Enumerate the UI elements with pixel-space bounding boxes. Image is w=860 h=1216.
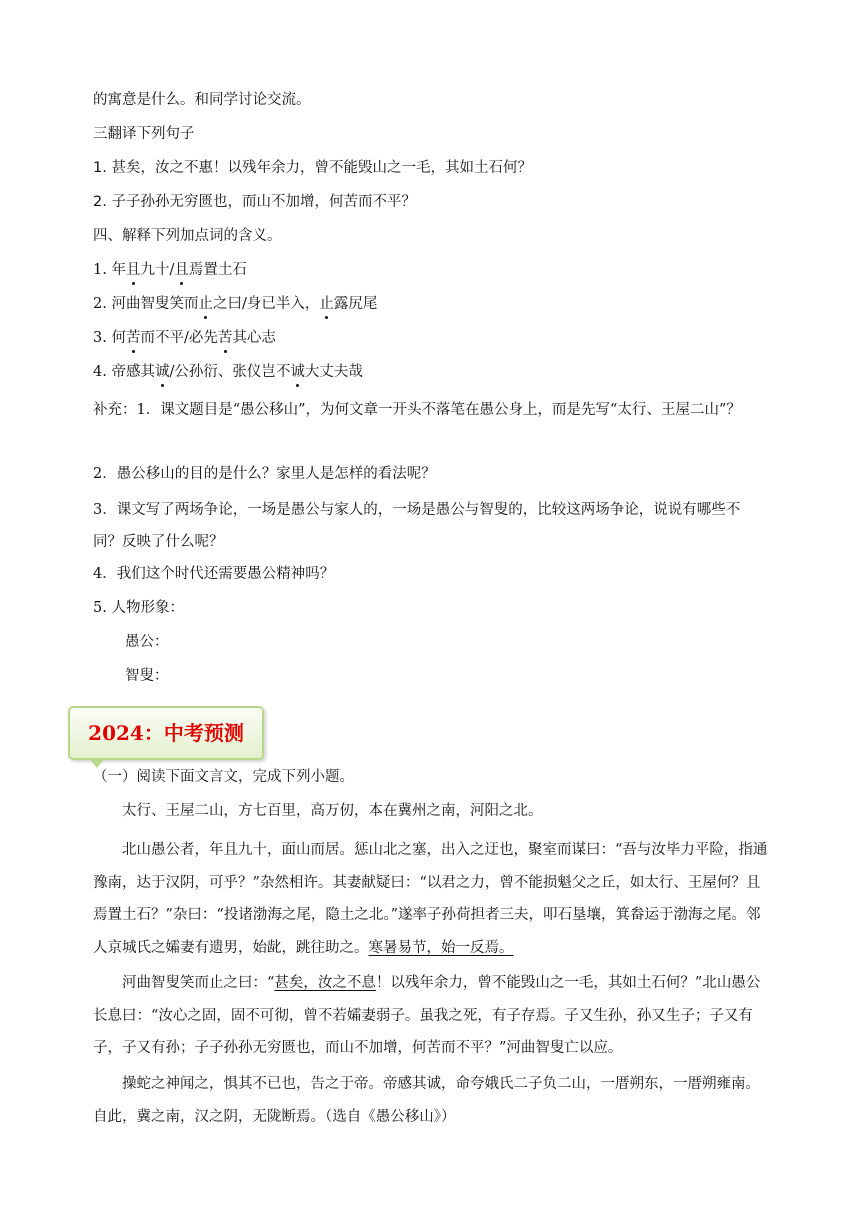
text-segment: 焉置土石 bbox=[188, 262, 247, 278]
section-banner bbox=[68, 706, 264, 760]
dotted-word: 止 bbox=[319, 293, 334, 315]
underlined-sentence: 甚矣，汝之不息 bbox=[274, 975, 376, 991]
supplement-question-5: 5. 人物形象： bbox=[93, 600, 184, 616]
text-segment: /公孙衍、张仪岂不 bbox=[169, 364, 291, 380]
text-segment: 之曰/身已半入， bbox=[212, 296, 320, 312]
reading-instruction: （一）阅读下面文言文，完成下列小题。 bbox=[93, 769, 354, 785]
explain-item-4 bbox=[93, 361, 768, 383]
supplement-question-3: 3．课文写了两场争论，一场是愚公与家人的，一场是愚公与智叟的，比较这两场争论，说说有哪些不同？反映了什么呢？ bbox=[93, 502, 741, 550]
section-heading-explain: 四、解释下列加点词的含义。 bbox=[93, 228, 282, 244]
supplement-question-1: 补充：1．课文题目是“愚公移山”，为何文章一开头不落笔在愚公身上，而是先写“太行、王屋二山”？ bbox=[93, 402, 741, 418]
character-yugong: 愚公： bbox=[125, 634, 169, 650]
translate-item-2: 2. 子子孙孙无穷匮也，而山不加增，何苦而不平？ bbox=[93, 194, 416, 210]
dotted-word: 苦 bbox=[218, 327, 233, 349]
translate-item-1: 1. 甚矣，汝之不惠！以残年余力，曾不能毁山之一毛，其如土石何？ bbox=[93, 160, 532, 176]
text-segment: 露尻尾 bbox=[333, 296, 378, 312]
passage-paragraph-2 bbox=[93, 834, 768, 964]
text-segment: ！以残年余力，曾不能毁山之一毛，其如土石何？”北山愚公长息曰：“汝心之固，固不可彻，曾不若孀妻弱子。虽我之死，有子存焉。子又生孙，孙又生子；子又有子，子又有孙；子子孙孙无穷匮也，而山不加增，何苦而不平？”河曲智叟亡以应。 bbox=[93, 975, 761, 1056]
text-segment: 河曲智叟笑而止之曰：“ bbox=[122, 975, 275, 991]
dotted-word: 且 bbox=[174, 259, 189, 281]
text-segment: 3. 何 bbox=[93, 330, 126, 346]
underlined-sentence: 寒暑易节，始一反焉。 bbox=[368, 939, 514, 956]
section-heading-translate: 三翻译下列句子 bbox=[93, 126, 195, 142]
supplement-question-4: 4．我们这个时代还需要愚公精神吗？ bbox=[93, 566, 335, 582]
text-segment: 4. 帝感其 bbox=[93, 364, 155, 380]
explain-item-1 bbox=[93, 259, 768, 281]
supplement-question-2: 2．愚公移山的目的是什么？家里人是怎样的看法呢？ bbox=[93, 466, 436, 482]
section-banner-title: 2024：中考预测 bbox=[88, 721, 244, 745]
text-segment: 北山愚公者，年且九十，面山而居。惩山北之塞，出入之迂也，聚室而谋曰：“吾与汝毕力平险，指通豫南，达于汉阴，可乎？”杂然相许。其妻献疑曰：“以君之力，曾不能损魁父之丘，如太行、王屋何？且焉置土石？”杂曰：“投诸渤海之尾，隐土之北。”遂率子孙荷担者三夫，叩石垦壤，箕畚运于渤海之尾。邻人京城氏之孀妻有遗男，始龀，跳往助之。 bbox=[93, 842, 768, 956]
explain-item-3 bbox=[93, 327, 768, 349]
dotted-word: 诚 bbox=[290, 361, 305, 383]
dotted-word: 诚 bbox=[155, 361, 170, 383]
passage-paragraph-4: 操蛇之神闻之，惧其不已也，告之于帝。帝感其诚，命夸娥氏二子负二山，一厝朔东，一厝朔雍南。自此，冀之南，汉之阴，无陇断焉。（选自《愚公移山》） bbox=[93, 1076, 760, 1125]
character-zhisou: 智叟： bbox=[125, 668, 169, 684]
text-segment: 其心志 bbox=[232, 330, 276, 346]
dotted-word: 止 bbox=[198, 293, 213, 315]
text-segment: 九十/ bbox=[140, 262, 175, 278]
text-segment: 大丈夫哉 bbox=[304, 364, 363, 380]
dotted-word: 且 bbox=[126, 259, 141, 281]
text-line: 的寓意是什么。和同学讨论交流。 bbox=[93, 92, 311, 108]
passage-paragraph-3 bbox=[93, 967, 768, 1065]
text-segment: 而不平/必先 bbox=[140, 330, 218, 346]
explain-item-2 bbox=[93, 293, 768, 315]
dotted-word: 苦 bbox=[126, 327, 141, 349]
text-segment: 1. 年 bbox=[93, 262, 126, 278]
text-segment: 2. 河曲智叟笑而 bbox=[93, 296, 199, 312]
passage-paragraph-1: 太行、王屋二山，方七百里，高万仞，本在冀州之南，河阳之北。 bbox=[122, 803, 543, 819]
